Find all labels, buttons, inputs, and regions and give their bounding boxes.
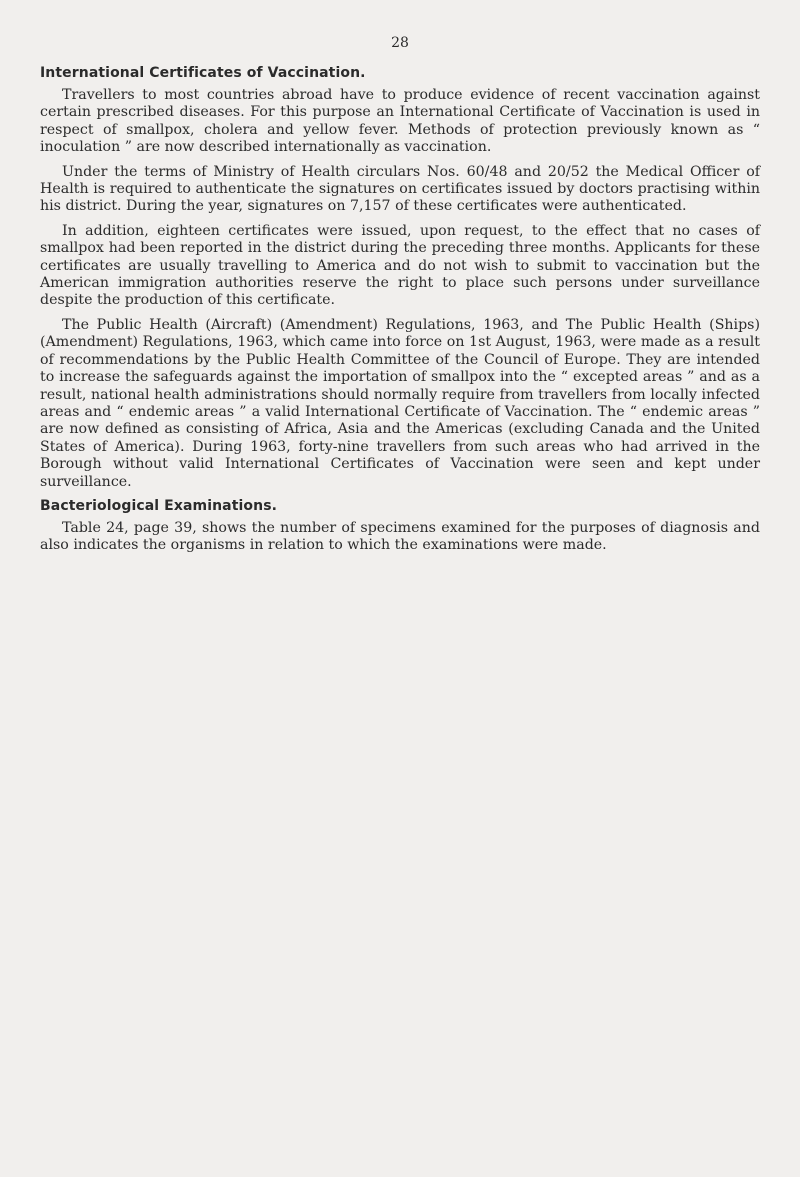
paragraph: In addition, eighteen certificates were issued, upon request, to the effect that no cases of smallpox had been reported in the district during the preceding three months. Applicants for these certificates are usually travelling to America and do not wish to submit to vaccination but the American immigration authorities reserve the right to place such persons under surveillance despite the production of this certificate. <box>40 222 760 309</box>
paragraph: Travellers to most countries abroad have to produce evidence of recent vaccination against certain prescribed diseases. For this purpose an International Certificate of Vaccination is used in respect of smallpox, cholera and yellow fever. Methods of protection previously known as “ inoculation ” are now described internationally as vaccination. <box>40 87 760 156</box>
section-heading-international-certificates: International Certificates of Vaccination. <box>40 65 366 81</box>
page-number: 28 <box>391 35 409 51</box>
section-heading-bacteriological-examinations: Bacteriological Examinations. <box>40 497 278 514</box>
paragraph: Table 24, page 39, shows the number of specimens examined for the purposes of diagnosis and also indicates the organisms in relation to which the examinations were made. <box>40 519 760 554</box>
paragraph: Under the terms of Ministry of Health circulars Nos. 60/48 and 20/52 the Medical Officer of Health is required to authenticate the signatures on certificates issued by doctors practising within his district. During the year, signatures on 7,157 of these certificates were authenticated. <box>40 163 760 215</box>
paragraph: The Public Health (Aircraft) (Amendment) Regulations, 1963, and The Public Health (Ships) (Amendment) Regulations, 1963, which came into force on 1st August, 1963, were made as a result of recommendations by the Public Health Committee of the Council of Europe. They are intended to increase the safeguards against the importation of smallpox into the “ excepted areas ” and as a result, national health administrations should normally require from travellers from locally infected areas and “ endemic areas ” a valid International Certificate of Vaccination. The “ endemic areas ” are now defined as consisting of Africa, Asia and the Americas (excluding Canada and the United States of America). During 1963, forty-nine travellers from such areas who had arrived in the Borough without valid International Certificates of Vaccination were seen and kept under surveillance. <box>40 316 760 490</box>
